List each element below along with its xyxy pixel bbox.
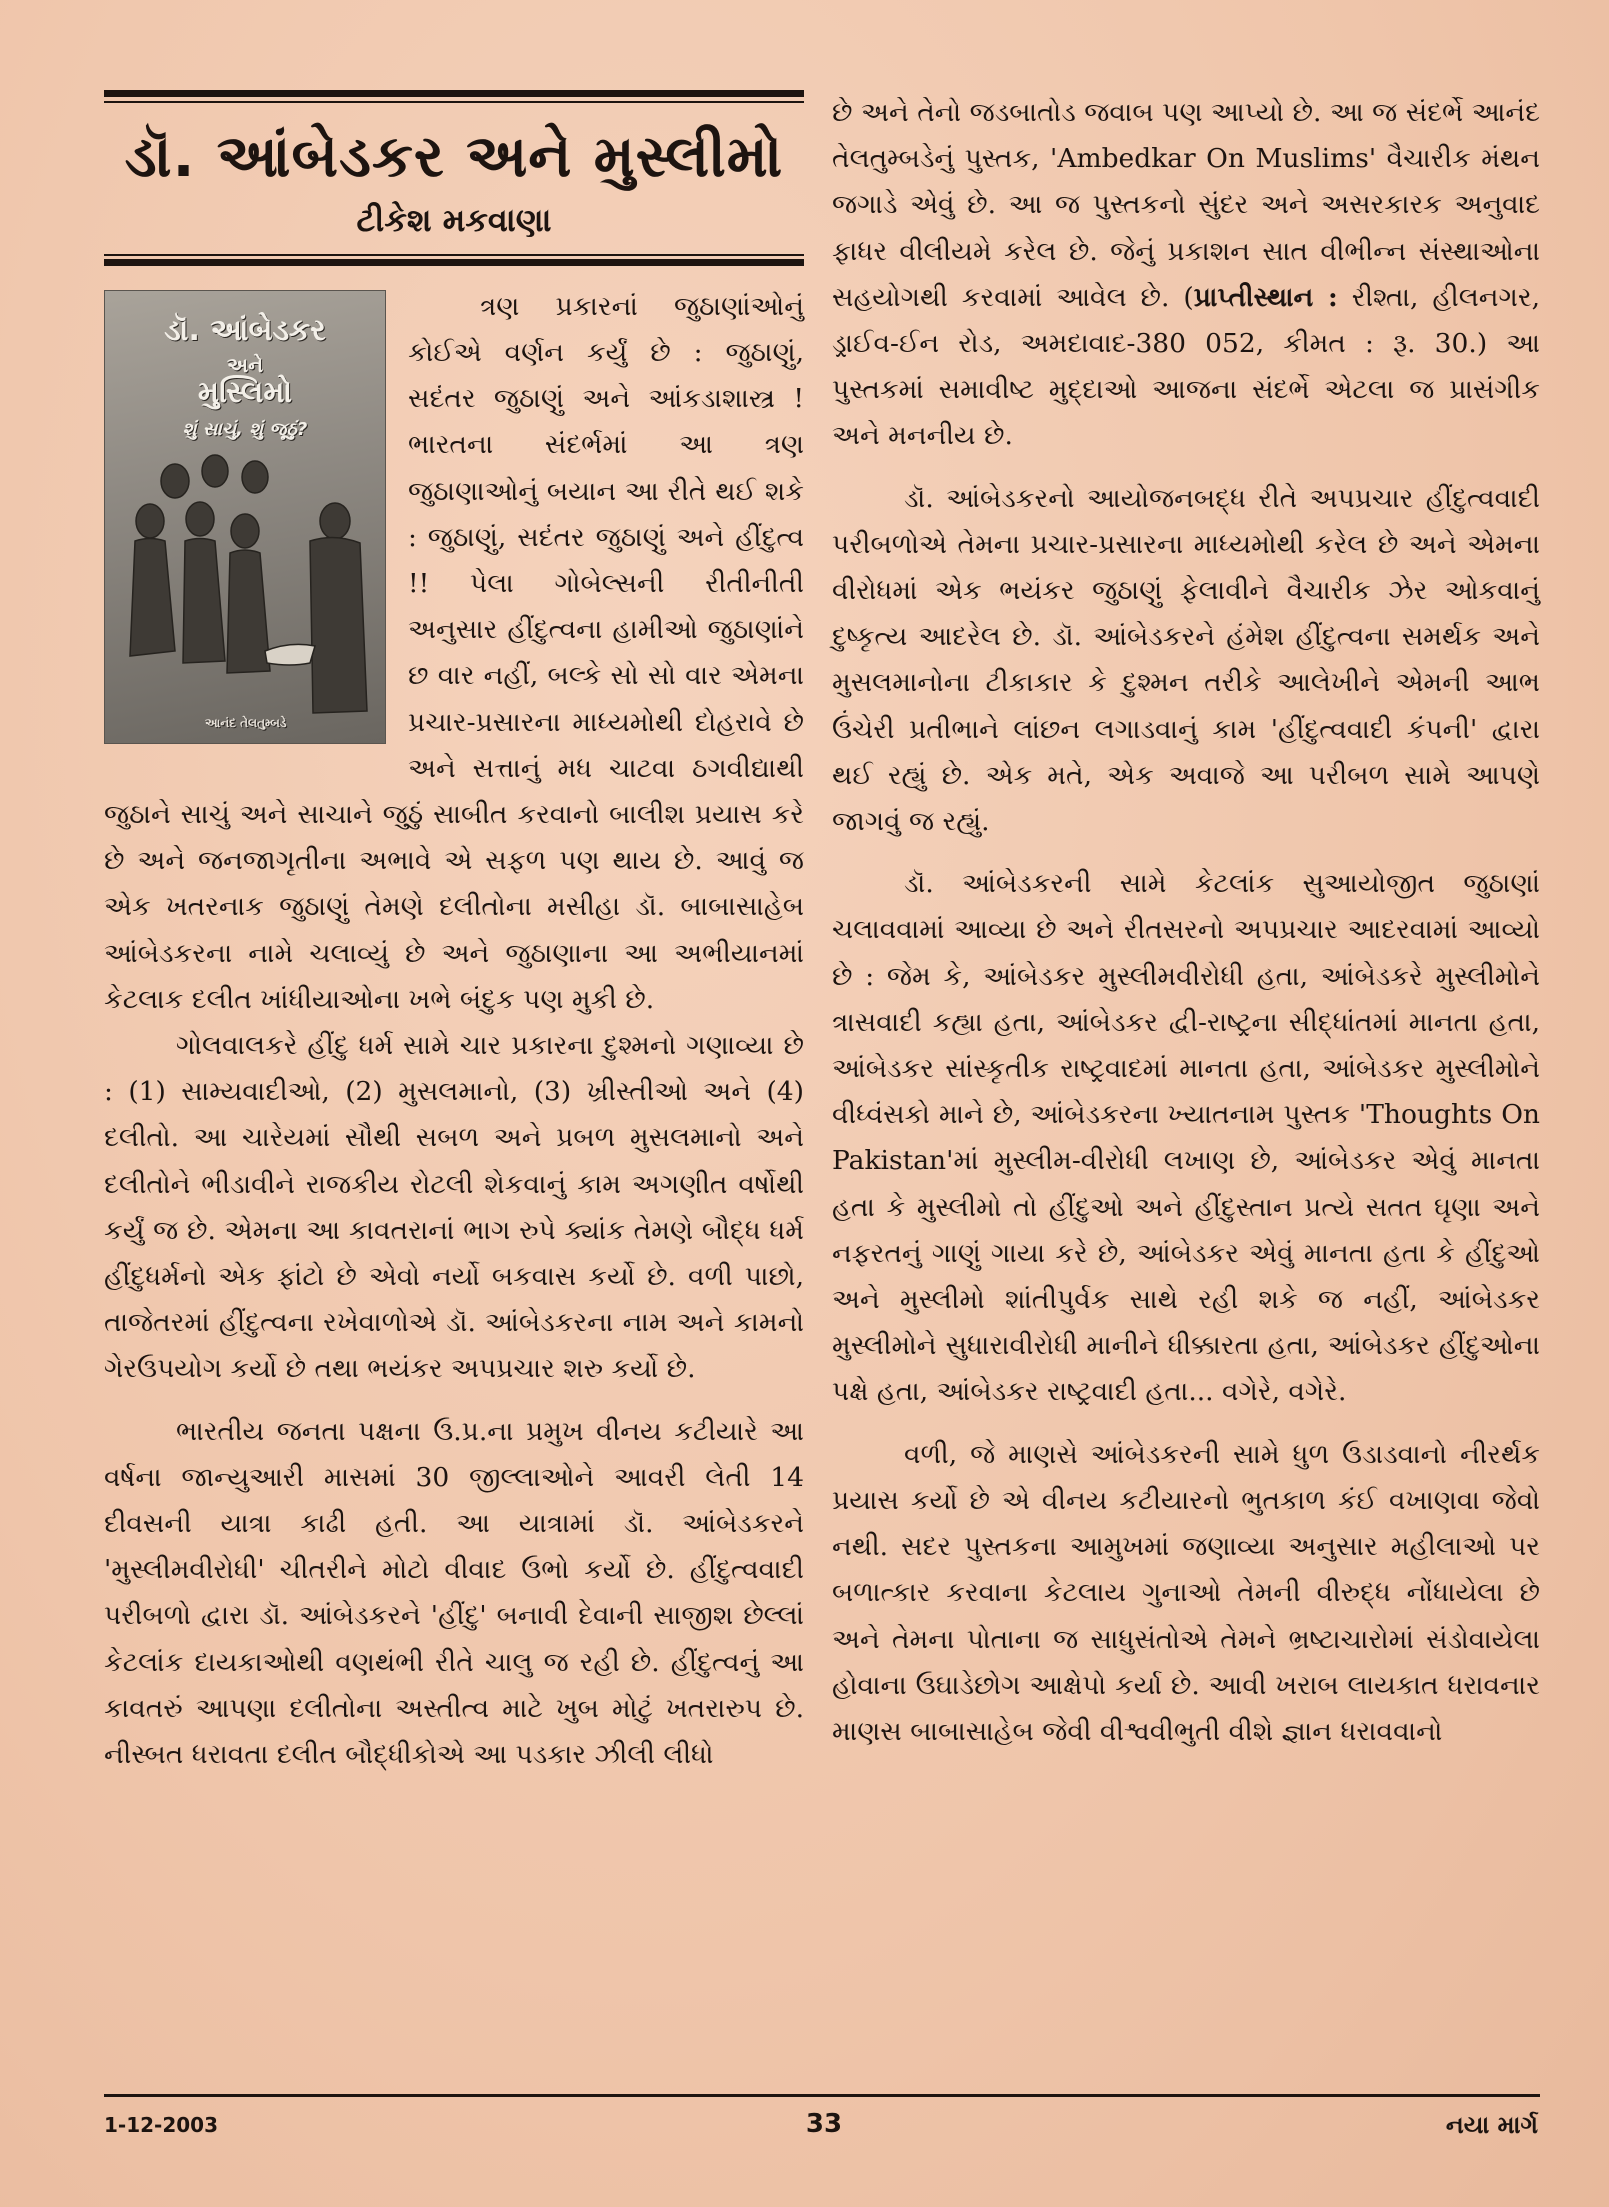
right-paragraph-1-text: છે અને તેનો જડબાતોડ જવાબ પણ આપ્યો છે. આ જ સંદર્ભે આનંદ તેલતુમ્બડેનું પુસ્તક, 'Ambedkar On Muslims' વૈચારીક મંથન જગાડે એવું છે. આ જ પુસ્તકનો સુંદર અને અસરકારક અનુવાદ ફાધર વીલીયમે કરેલ છે. જેનું પ્રકાશન સાત વીભીન્ન સંસ્થાઓના સહયોગથી કરવામાં આવેલ છે. ( <box>832 97 1540 313</box>
title-rule-top <box>104 90 804 97</box>
left-paragraph-1: ત્રણ પ્રકારનાં જુઠાણાંઓનું કોઈએ વર્ણન કર્યું છે : જુઠાણું, સદંતર જુઠાણું અને આંકડાશાસ્ત્ર ! ભારતના સંદર્ભમાં આ ત્રણ જુઠાણાઓનું બયાન આ રીતે થઈ શકે : જુઠાણું, સદંતર જુઠાણું અને હીંદુત્વ !! પેલા ગોબેલ્સની રીતીનીતી અનુસાર હીંદુત્વના હામીઓ જુઠાણાંને છ વાર નહીં, બલ્કે સો સો વાર એમના પ્રચાર-પ્રસારના માધ્યમોથી દોહરાવે છે અને સત્તાનું મધ ચાટવા ઠગવીદ્યાથી જુઠાને સાચું અને સાચાને જુઠું સાબીત કરવાનો બાલીશ પ્રયાસ કરે છે અને જનજાગૃતીના અભાવે એ સફળ પણ થાય છે. આવું જ એક ખતરનાક જુઠાણું તેમણે દલીતોના મસીહા ડૉ. બાબાસાહેબ આંબેડકરના નામે ચલાવ્યું છે અને જુઠાણાના આ અભીયાનમાં કેટલાક દલીત ખાંધીયાઓના ખભે બંદુક પણ મુકી છે. <box>104 290 804 1015</box>
book-cover-illustration <box>105 441 386 741</box>
availability-details: રીશ્તા, હીલનગર, ડ્રાઈવ-ઈન રોડ, અમદાવાદ-380 052, કીમત : રૂ. 30.) આ પુસ્તકમાં સમાવીષ્ટ મુદ્દાઓ આજના સંદર્ભે એટલા જ પ્રાસંગીક અને મનનીય છે. <box>832 281 1541 452</box>
left-column <box>104 90 804 1778</box>
book-cover-author: આનંદ તેલતુમ્બડે <box>205 715 287 730</box>
right-column <box>832 90 1540 1755</box>
book-cover-image <box>104 290 386 744</box>
left-paragraph-2: ગોલવાલકરે હીંદુ ધર્મ સામે ચાર પ્રકારના દુશ્મનો ગણાવ્યા છે : (1) સામ્યવાદીઓ, (2) મુસલમાનો, (3) ખ્રીસ્તીઓ અને (4) દલીતો. આ ચારેયમાં સૌથી સબળ અને પ્રબળ મુસલમાનો અને દલીતોને ભીડાવીને રાજકીય રોટલી શેકવાનું કામ અગણીત વર્ષોથી કર્યું જ છે. એમના આ કાવતરાનાં ભાગ રુપે ક્યાંક તેમણે બૌદ્ધ ધર્મ હીંદુધર્મનો એક ફાંટો છે એવો નર્યો બકવાસ કર્યો છે. વળી પાછો, તાજેતરમાં હીંદુત્વના રખેવાળોએ ડૉ. આંબેડકરના નામ અને કામનો ગેરઉપયોગ કર્યો છે તથા ભયંકર અપપ્રચાર શરુ કર્યો છે. <box>104 1030 804 1385</box>
right-paragraph-3: ડૉ. આંબેડકરની સામે કેટલાંક સુઆયોજીત જુઠાણાં ચલાવવામાં આવ્યા છે અને રીતસરનો અપપ્રચાર આદરવામાં આવ્યો છે : જેમ કે, આંબેડકર મુસ્લીમવીરોધી હતા, આંબેડકરે મુસ્લીમોને ત્રાસવાદી કહ્યા હતા, આંબેડકર દ્વી-રાષ્ટ્રના સીદ્ધાંતમાં માનતા હતા, આંબેડકર સાંસ્કૃતીક રાષ્ટ્રવાદમાં માનતા હતા, આંબેડકર મુસ્લીમોને વીધ્વંસકો માને છે, આંબેડકરના ખ્યાતનામ પુસ્તક 'Thoughts On Pakistan'માં મુસ્લીમ-વીરોધી લખાણ છે, આંબેડકર એવું માનતા હતા કે મુસ્લીમો તો હીંદુઓ અને હીંદુસ્તાન પ્રત્યે સતત ઘૃણા અને નફરતનું ગાણું ગાયા કરે છે, આંબેડકર એવું માનતા હતા કે હીંદુઓ અને મુસ્લીમો શાંતીપુર્વક સાથે રહી શકે જ નહીં, આંબેડકર મુસ્લીમોને સુધારાવીરોધી માનીને ધીક્કારતા હતા, આંબેડકર હીંદુઓના પક્ષે હતા, આંબેડકર રાષ્ટ્રવાદી હતા... વગેરે, વગેરે. <box>832 868 1540 1408</box>
article-intro <box>104 284 804 1023</box>
availability-label: પ્રાપ્તીસ્થાન : <box>1193 281 1338 313</box>
title-rule-bottom-thin <box>104 254 804 256</box>
article-author: ટીકેશ મકવાણા <box>356 200 552 239</box>
page-footer <box>104 2094 1540 2139</box>
title-rule-bottom <box>104 259 804 266</box>
book-cover-title-2: અને <box>227 352 263 377</box>
book-cover-title-3: મુસ્લિમો <box>197 374 293 410</box>
right-paragraph-2: ડૉ. આંબેડકરનો આયોજનબદ્ધ રીતે અપપ્રચાર હીંદુત્વવાદી પરીબળોએ તેમના પ્રચાર-પ્રસારના માધ્યમોથી કરેલ છે અને એમના વીરોધમાં એક ભયંકર જુઠાણું ફેલાવીને વૈચારીક ઝેર ઓકવાનું દુષ્કૃત્ય આદરેલ છે. ડૉ. આંબેડકરને હંમેશ હીંદુત્વના સમર્થક અને મુસલમાનોના ટીકાકાર કે દુશ્મન તરીકે આલેખીને એમની આભ ઉંચેરી પ્રતીભાને લાંછન લગાડવાનું કામ 'હીંદુત્વવાદી કંપની' દ્વારા થઈ રહ્યું છે. એક મતે, એક અવાજે આ પરીબળ સામે આપણે જાગવું જ રહ્યું. <box>832 482 1540 838</box>
right-paragraph-4: વળી, જે માણસે આંબેડકરની સામે ધુળ ઉડાડવાનો નીરર્થક પ્રયાસ કર્યો છે એ વીનય કટીયારનો ભુતકાળ કંઈ વખાણવા જેવો નથી. સદર પુસ્તકના આમુખમાં જણાવ્યા અનુસાર મહીલાઓ પર બળાત્કાર કરવાના કેટલાય ગુનાઓ તેમની વીરુદ્ધ નોંધાયેલા છે અને તેમના પોતાના જ સાધુસંતોએ તેમને ભ્રષ્ટાચારોમાં સંડોવાયેલા હોવાના ઉઘાડેછોગ આક્ષેપો કર્યા છે. આવી ખરાબ લાયકાત ધરાવનાર માણસ બાબાસાહેબ જેવી વીશ્વવીભુતી વીશે જ્ઞાન ધરાવવાનો <box>832 1438 1540 1747</box>
book-cover-title-1: ડૉ. આંબેડકર <box>164 312 326 348</box>
article-title: ડૉ. આંબેડકર અને મુસ્લીમો <box>124 122 784 190</box>
title-rule-top-thin <box>104 101 804 103</box>
book-cover-subtitle: શું સાચું, શું જૂઠું? <box>182 418 308 440</box>
issue-date: 1-12-2003 <box>104 2113 219 2137</box>
page-number: 33 <box>805 2109 843 2139</box>
magazine-name: નયા માર્ગ <box>1445 2111 1538 2139</box>
right-paragraph-1 <box>832 90 1540 460</box>
left-paragraph-3: ભારતીય જનતા પક્ષના ઉ.પ્ર.ના પ્રમુખ વીનય કટીયારે આ વર્ષના જાન્યુઆરી માસમાં 30 જીલ્લાઓને આવરી લેતી 14 દીવસની યાત્રા કાઢી હતી. આ યાત્રામાં ડૉ. આંબેડકરને 'મુસ્લીમવીરોધી' ચીતરીને મોટો વીવાદ ઉભો કર્યો છે. હીંદુત્વવાદી પરીબળો દ્વારા ડૉ. આંબેડકરને 'હીંદુ' બનાવી દેવાની સાજીશ છેલ્લાં કેટલાંક દાયકાઓથી વણથંભી રીતે ચાલુ જ રહી છે. હીંદુત્વનું આ કાવતરું આપણા દલીતોના અસ્તીત્વ માટે ખુબ મોટું ખતરારુપ છે. નીસ્બત ધરાવતા દલીત બૌદ્ધીકોએ આ પડકાર ઝીલી લીધો <box>104 1415 804 1771</box>
